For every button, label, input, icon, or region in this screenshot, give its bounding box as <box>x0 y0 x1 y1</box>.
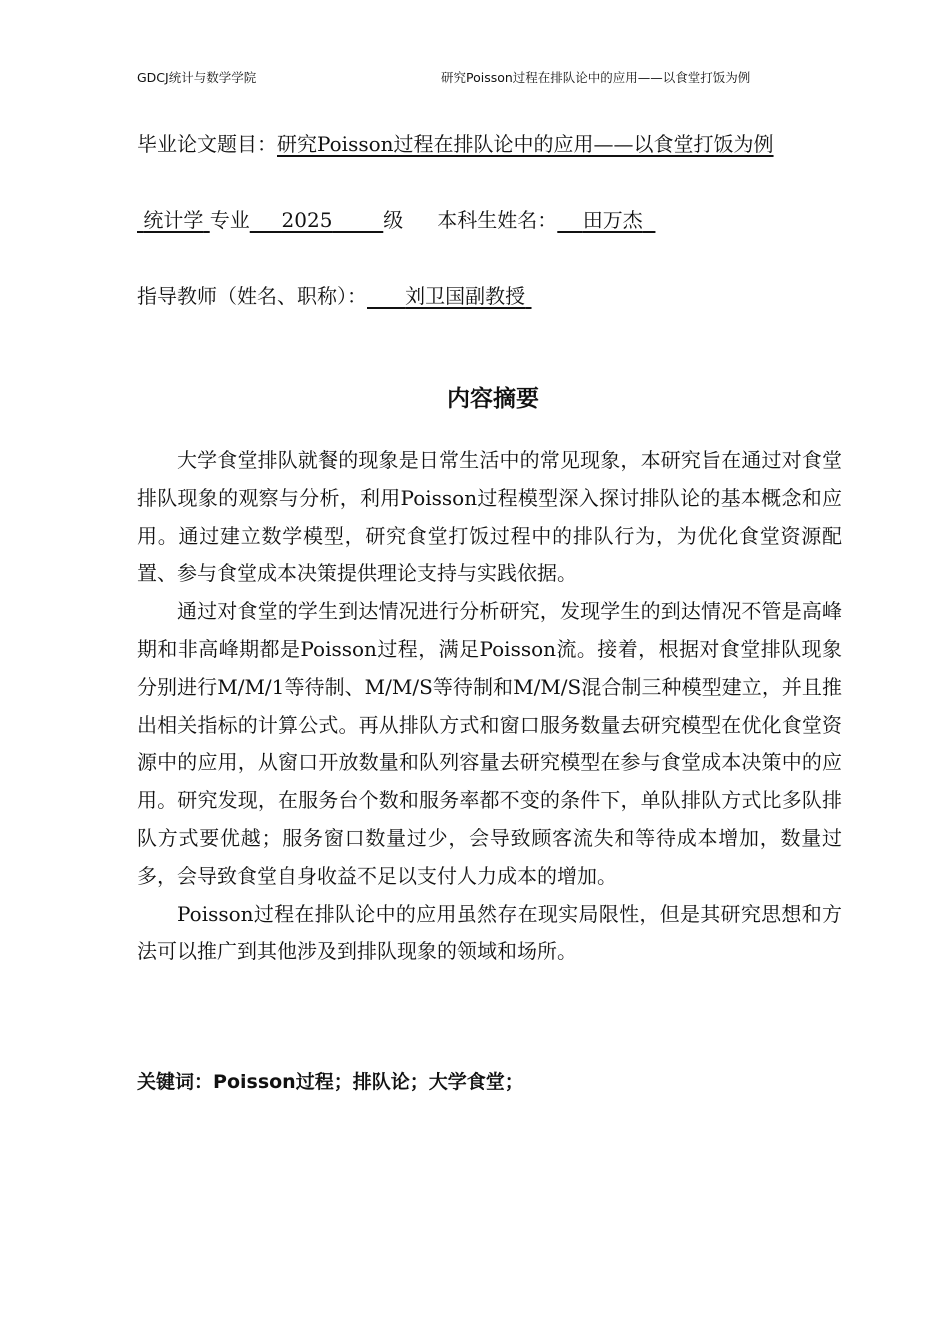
advisor-label: 指导教师（姓名、职称）： <box>137 284 367 308</box>
keywords-label: 关键词： <box>137 1071 214 1093</box>
major-value: 统计学 <box>143 208 204 232</box>
thesis-title-line <box>137 128 774 157</box>
year-label: 级 <box>383 208 404 232</box>
advisor-line <box>137 280 532 309</box>
abstract-paragraph: 大学食堂排队就餐的现象是日常生活中的常见现象，本研究旨在通过对食堂排队现象的观察与分析，利用Poisson过程模型深入探讨排队论的基本概念和应用。通过建立数学模型，研究食堂打饭过程中的排队行为，为优化食堂资源配置、参与食堂成本决策提供理论支持与实践依据。 <box>137 448 842 586</box>
major-label: 专业 <box>209 208 250 232</box>
student-value: 田万杰 <box>582 208 643 232</box>
student-info-line <box>137 204 655 233</box>
header-left: GDCJ统计与数学学院 <box>137 70 257 85</box>
abstract-body <box>137 442 842 971</box>
abstract-paragraph: 通过对食堂的学生到达情况进行分析研究，发现学生的到达情况不管是高峰期和非高峰期都是Poisson过程，满足Poisson流。接着，根据对食堂排队现象分别进行M/M/1等待制、M/M/S等待制和M/M/S混合制三种模型建立，并且推出相关指标的计算公式。再从排队方式和窗口服务数量去研究模型在优化食堂资源中的应用，从窗口开放数量和队列容量去研究模型在参与食堂成本决策中的应用。研究发现，在服务台个数和服务率都不变的条件下，单队排队方式比多队排队方式要优越；服务窗口数量过少，会导致顾客流失和等待成本增加，数量过多，会导致食堂自身收益不足以支付人力成本的增加。 <box>137 599 842 888</box>
advisor-value: 刘卫国副教授 <box>405 284 526 308</box>
keywords-value: Poisson过程；排队论；大学食堂； <box>213 1071 524 1093</box>
abstract-heading: 内容摘要 <box>447 386 539 412</box>
thesis-title-value: 研究Poisson过程在排队论中的应用——以食堂打饭为例 <box>277 132 774 156</box>
header-right: 研究Poisson过程在排队论中的应用——以食堂打饭为例 <box>441 70 751 85</box>
year-value: 2025 <box>281 208 333 232</box>
keywords-line <box>137 1067 524 1094</box>
thesis-title-label: 毕业论文题目： <box>137 132 277 156</box>
student-label: 本科生姓名： <box>437 208 558 232</box>
abstract-paragraph: Poisson过程在排队论中的应用虽然存在现实局限性，但是其研究思想和方法可以推广到其他涉及到排队现象的领域和场所。 <box>137 901 842 964</box>
